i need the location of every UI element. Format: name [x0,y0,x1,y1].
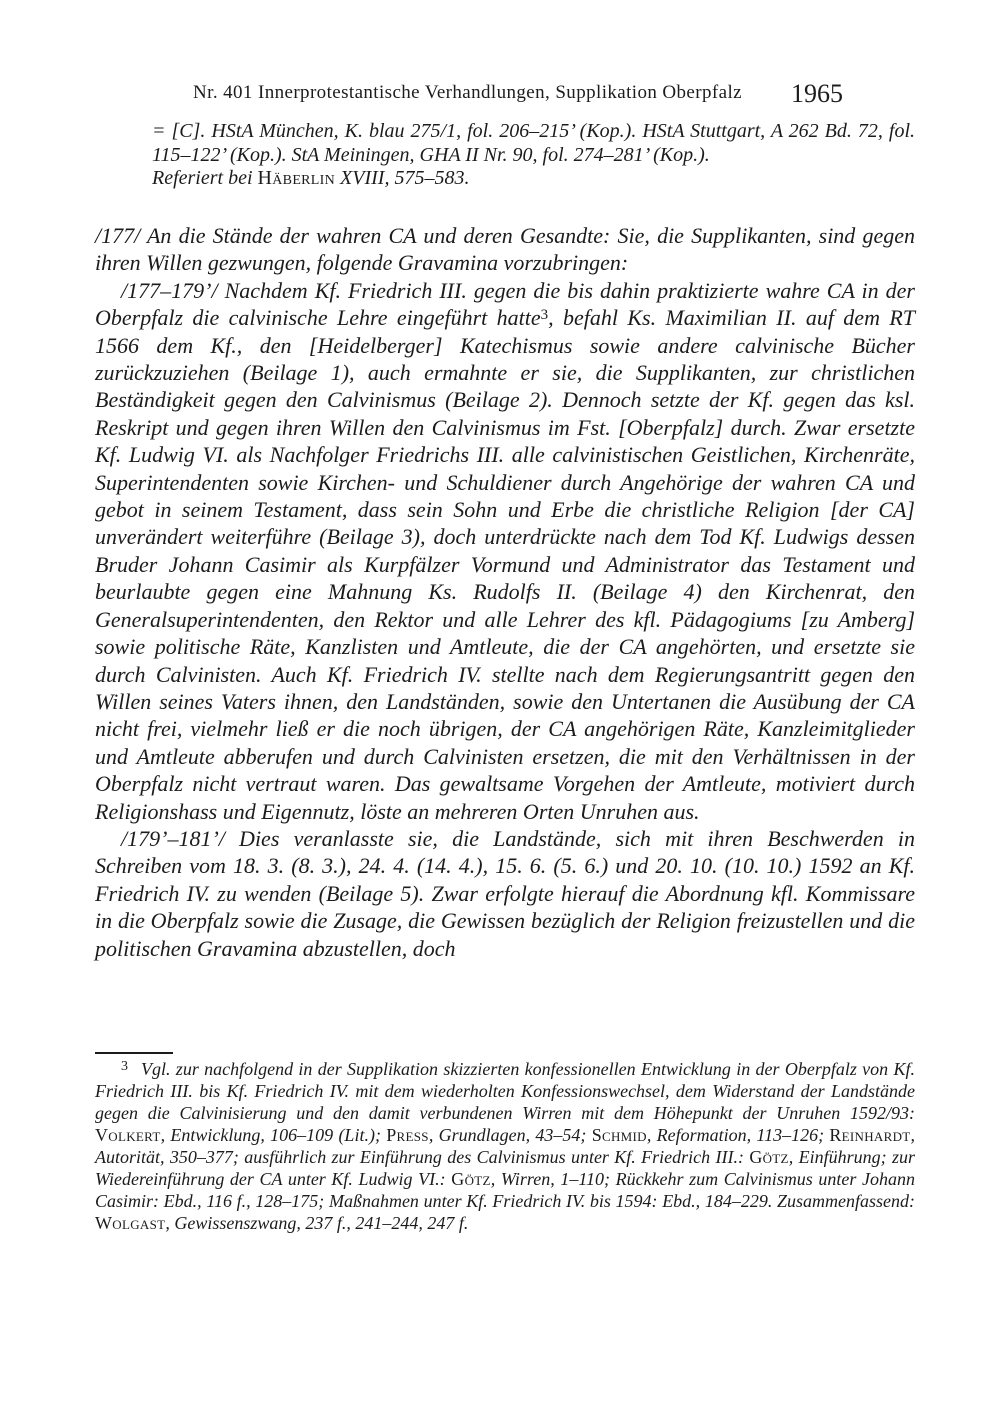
reference-author: Häberlin [257,167,336,189]
narrative-after-note: , befahl Ks. Maximilian II. auf dem RT 1566 dem Kf., den [Heidelberger] Katechismus sowie andere calvinische Bücher zurückzuziehen (Beilage 1), auch ermahnte er sie, die Supplikanten, zur christlichen Beständigkeit gegen den Calvinismus (Beilage 2). Dennoch setzte der Kf. gegen das ksl. Reskript und gegen ihren Willen den Calvinismus im Fst. [Oberpfalz] durch. Zwar ersetzte Kf. Ludwig VI. als Nachfolger Friedrichs III. alle calvinistischen Geistlichen, Kirchenräte, Superintendenten sowie Kirchen- und Schuldiener durch Angehörige der wahren CA und gebot in seinem Testament, dass sein Sohn und Erbe die christliche Religion [der CA] unverändert weiterführe (Beilage 3), doch unterdrückte nach dem Tod Kf. Ludwigs dessen Bruder Johann Casimir als Kurpfälzer Vormund und Administrator das Testament und beurlaubte gegen eine Mahnung Ks. Rudolfs II. (Beilage 4) den Kirchenrat, den Generalsuperintendenten, den Rektor und alle Lehrer des kfl. Pädagogiums [zu Amberg] sowie politische Räte, Kanzlisten und Amtleute, die der CA angehörten, und ersetzte sie durch Calvinisten. Auch Kf. Friedrich IV. stellte nach dem Regierungsantritt gegen den Willen seines Vaters ihnen, den Landständen, sowie den Untertanen die Ausübung der CA nicht frei, vielmehr ließ er die noch übrigen, der CA angehörigen Räte, Kanzleimitglieder und Amtleute abberufen und durch Calvinisten ersetzen, die mit den Verhältnissen in der Oberpfalz nicht vertraut waren. Das gewaltsame Vorgehen der Amtleute, motiviert durch Religionshass und Eigennutz, löste an mehreren Orten Unruhen aus. [95,305,915,824]
running-head [95,78,915,108]
footnote-number: 3 [121,1059,128,1074]
paragraph-narrative [95,277,915,825]
paragraph-address: /177/ An die Stände der wahren CA und deren Gesandte: Sie, die Supplikanten, sind gegen ihren Willen gezwungen, folgende Gravamina vorzubringen: [95,223,915,276]
running-title: Nr. 401 Innerprotestantische Verhandlungen, Supplikation Oberpfalz [193,82,742,103]
footnote-text: Vgl. zur nachfolgend in der Supplikation skizzierten konfessionellen Entwicklung in der Oberpfalz von Kf. Friedrich III. bis Kf. Friedrich IV. mit dem wiederholten Konfessionswechsel, dem Widerstand der Landstände gegen die Calvinisierung und den damit verbundenen Wirren mit dem Höhepunkt der Unruhen 1592/93: Volkert, Entwicklung, 106–109 (Lit.); Press, Grundlagen, 43–54; Schmid, Reformation, 113–126; Reinhardt, Autorität, 350–377; ausführlich zur Einführung des Calvinismus unter Kf. Friedrich III.: Götz, Einführung; zur Wiedereinführung der CA unter Kf. Ludwig VI.: Götz, Wirren, 1–110; Rückkehr zum Calvinismus unter Johann Casimir: Ebd., 116 f., 128–175; Maßnahmen unter Kf. Friedrich IV. bis 1594: Ebd., 184–229. Zusammenfassend: Wolgast, Gewissenszwang, 237 f., 241–244, 247 f. [95,1059,915,1233]
footnote-3 [95,1058,915,1234]
source-note [152,120,915,191]
reference-prefix: Referiert bei [152,167,258,189]
transmission-note [152,120,915,167]
page-number: 1965 [791,79,843,108]
reference-note [152,167,915,191]
reference-suffix: XVIII, 575–583. [335,167,470,189]
transmission-text: = [C]. HStA München, K. blau 275/1, fol. 206–215’ (Kop.). HStA Stuttgart, A 262 Bd. 72, fol. 115–122’ (Kop.). StA Meiningen, GHA II Nr. 90, fol. 274–281’ (Kop.). [152,120,915,166]
footnote-reference: 3 [540,307,549,324]
narrative-before-note: /177–179’/ Nachdem Kf. Friedrich III. gegen die bis dahin praktizierte wahre CA in der Oberpfalz die calvinische Lehre eingeführt hatte [95,277,915,331]
main-text [95,222,915,962]
paragraph-complaints: /179’–181’/ Dies veranlasste sie, die Landstände, sich mit ihren Beschwerden in Schreiben vom 18. 3. (8. 3.), 24. 4. (14. 4.), 15. 6. (5. 6.) und 20. 10. (10. 10.) 1592 an Kf. Friedrich IV. zu wenden (Beilage 5). Zwar erfolgte hierauf die Abordnung kfl. Kommissare in die Oberpfalz sowie die Zusage, die Gewissen bezüglich der Religion freizustellen und die politischen Gravamina abzustellen, doch [95,825,915,961]
footnote-separator [95,1052,173,1054]
